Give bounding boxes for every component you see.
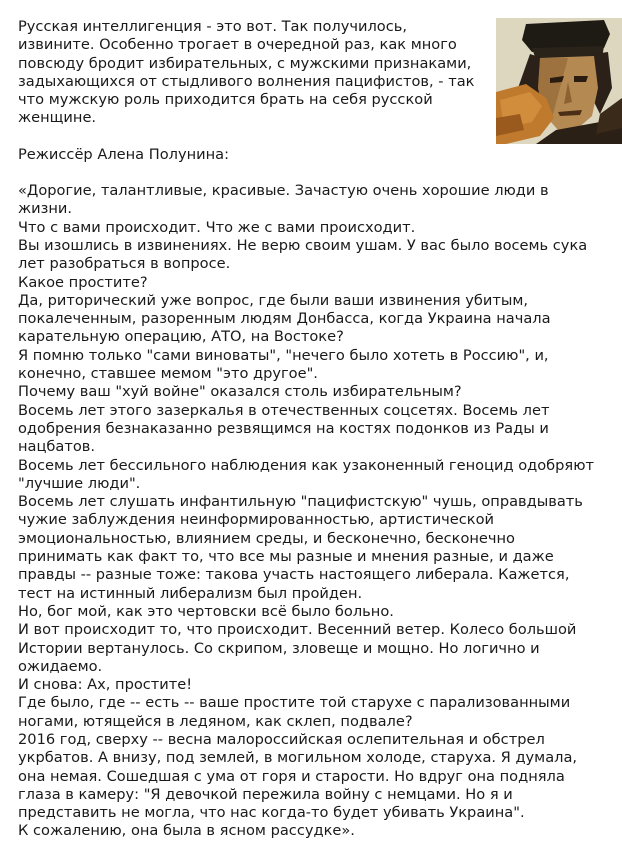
quote-line: Восемь лет бессильного наблюдения как узаконенный геноцид одобряют: [18, 456, 594, 474]
intro-line: что мужскую роль приходится брать на себя русской: [18, 91, 433, 109]
quote-line: Вы изошлись в извинениях. Не верю своим ушам. У вас было восемь сука: [18, 236, 588, 254]
quote-line: нацбатов.: [18, 438, 96, 456]
quote-line: Где было, где -- есть -- ваше простите той старухе с парализованными: [18, 694, 571, 712]
quote-line: Я помню только "сами виноваты", "нечего было хотеть в Россию", и,: [18, 346, 549, 364]
quote-line: Какое простите?: [18, 273, 148, 291]
quote-line: глаза в камеру: "Я девочкой пережила войну с немцами. Но я и: [18, 785, 513, 803]
quote-line: Восемь лет этого зазеркалья в отечественных соцсетях. Восемь лет: [18, 401, 550, 419]
quote-line: 2016 год, сверху -- весна малороссийская ослепительная и обстрел: [18, 730, 545, 748]
portrait-image: [496, 18, 622, 144]
quote-line: ожидаемо.: [18, 657, 103, 675]
quote-line: К сожалению, она была в ясном рассудке».: [18, 822, 355, 840]
quote-line: «Дорогие, талантливые, красивые. Зачастую очень хорошие люди в: [18, 182, 549, 200]
quote-line: эмоциональностью, влиянием среды, и бесконечно, бесконечно: [18, 529, 515, 547]
quote-line: правды -- разные тоже: такова участь настоящего либерала. Кажется,: [18, 566, 570, 584]
intro-line: Русская интеллигенция - это вот. Так получилось,: [18, 18, 407, 35]
intro-line: женщине.: [18, 109, 97, 127]
post-content: [18, 18, 618, 841]
quote-line: укрбатов. А внизу, под землей, в могильном холоде, старуха. Я думала,: [18, 749, 578, 767]
quote-line: Восемь лет слушать инфантильную "пацифистскую" чушь, оправдывать: [18, 493, 583, 511]
quote-line: Истории вертанулось. Со скрипом, зловеще и мощно. Но логично и: [18, 639, 540, 657]
quote-line: Но, бог мой, как это чертовски всё было больно.: [18, 602, 394, 620]
quote-line: И вот происходит то, что происходит. Весенний ветер. Колесо большой: [18, 621, 577, 639]
intro-line: повсюду бродит избирательных, с мужскими признаками,: [18, 54, 472, 72]
quote-line: ногами, ютящейся в ледяном, как склеп, подвале?: [18, 712, 413, 730]
quote-line: "лучшие люди".: [18, 474, 141, 492]
quote-line: она немая. Сошедшая с ума от горя и старости. Но вдруг она подняла: [18, 767, 565, 785]
intro-line: извините. Особенно трогает в очередной раз, как много: [18, 36, 457, 54]
intro-line: задыхающихся от стыдливого волнения пацифистов, - так: [18, 72, 475, 90]
quote-block: [18, 182, 618, 841]
quote-line: лет разобраться в вопросе.: [18, 255, 231, 273]
quote-line: тест на истинный либерализм был пройден.: [18, 584, 363, 602]
quote-line: принимать как факт то, что все мы разные и мнения разные, и даже: [18, 548, 554, 566]
quote-line: представить не могла, что нас когда-то будет убивать Украина".: [18, 804, 525, 822]
director-attribution: Режиссёр Алена Полунина:: [18, 145, 230, 163]
intro-paragraph: [18, 18, 480, 128]
quote-line: конечно, ставшее мемом "это другое".: [18, 365, 318, 383]
quote-line: Да, риторический уже вопрос, где были ваши извинения убитым,: [18, 291, 529, 309]
quote-line: чужие заблуждения неинформированностью, артистической: [18, 511, 495, 529]
quote-line: жизни.: [18, 200, 73, 218]
quote-line: Почему ваш "хуй войне" оказался столь избирательным?: [18, 383, 462, 401]
quote-line: покалеченным, разоренным людям Донбасса, когда Украина начала: [18, 310, 551, 328]
quote-line: одобрения безнаказанно резвящимся на костях подонков из Рады и: [18, 419, 549, 437]
quote-line: Что с вами происходит. Что же с вами происходит.: [18, 218, 416, 236]
quote-line: карательную операцию, АТО, на Востоке?: [18, 328, 344, 346]
quote-line: И снова: Ах, простите!: [18, 676, 193, 694]
portrait-photo: [496, 18, 622, 144]
